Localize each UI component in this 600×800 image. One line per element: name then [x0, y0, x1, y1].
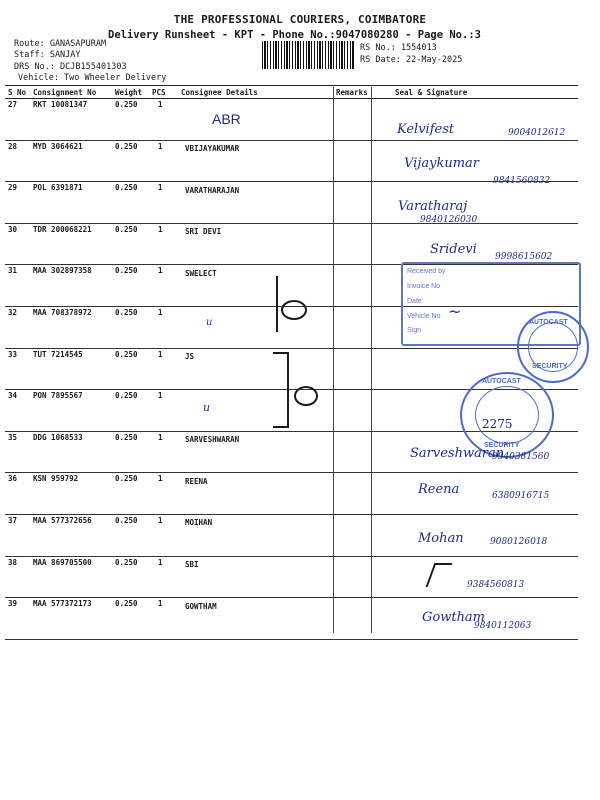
row-consignment: KSN 959792 — [33, 474, 79, 484]
ink-mark-34: u — [203, 401, 211, 414]
row-sno: 36 — [8, 474, 18, 484]
row-separator — [5, 556, 578, 557]
row-weight: 0.250 — [115, 100, 138, 109]
row-sno: 32 — [8, 308, 18, 317]
row-consignee: JS — [185, 352, 195, 361]
row-weight: 0.250 — [115, 599, 138, 609]
phone-37: 9080126018 — [490, 537, 548, 547]
row-weight: 0.250 — [115, 224, 138, 234]
col-sno: S No — [8, 88, 27, 97]
row-pcs: 1 — [158, 557, 163, 567]
row-separator — [5, 514, 578, 515]
row-consignee: VBIJAYAKUMAR — [185, 144, 240, 153]
ink-bracket-31 — [276, 276, 282, 332]
phone-29: 9840126030 — [420, 215, 478, 225]
runsheet-subtitle: Delivery Runsheet - KPT - Phone No.:9047080280 - Page No.:3 — [108, 29, 481, 41]
phone-30: 9998615602 — [495, 252, 553, 262]
row-pcs: 1 — [158, 141, 163, 151]
stamp-line-received: Received by — [407, 268, 446, 275]
row-separator — [5, 639, 578, 640]
row-pcs: 1 — [158, 391, 163, 401]
row-pcs: 1 — [158, 349, 163, 359]
seal-text-bottom: SECURITY — [532, 363, 568, 370]
row-weight: 0.250 — [115, 266, 138, 276]
signature-27: Kelvifest — [397, 122, 455, 137]
row-consignment: DDG 1068533 — [33, 432, 83, 442]
seal-inner-ring — [475, 386, 539, 444]
row-separator — [5, 597, 578, 598]
barcode — [262, 41, 354, 69]
remarks-right-border — [371, 87, 372, 633]
row-consignee: VARATHARAJAN — [185, 185, 240, 195]
row-sno: 37 — [8, 516, 18, 525]
col-consignment: Consignment No — [33, 88, 97, 97]
row-consignee: SBI — [185, 560, 199, 569]
stamp-line-date: Date — [407, 298, 422, 305]
stamp-scribble: ~ — [448, 302, 462, 321]
row-consignment: MAA 708378972 — [33, 308, 92, 317]
phone-35: 9940381560 — [492, 452, 550, 462]
signature-30: Sridevi — [430, 242, 477, 257]
col-seal-signature: Seal & Signature — [395, 88, 468, 97]
row-pcs: 1 — [158, 183, 163, 193]
handwritten-abr: ABR — [212, 111, 241, 127]
rs-number: RS No.: 1554013 — [360, 43, 437, 53]
row-sno: 31 — [8, 266, 18, 276]
remarks-left-border — [333, 87, 334, 633]
row-weight: 0.250 — [115, 349, 138, 359]
row-sno: 38 — [8, 557, 18, 567]
row-consignment: TDR 200068221 — [33, 224, 92, 234]
col-consignee: Consignee Details — [181, 88, 258, 97]
phone-38: 9384560813 — [467, 580, 525, 590]
seal-text-top: AUTOCAST — [529, 319, 568, 326]
row-separator — [5, 472, 578, 473]
row-consignment: TUT 7214545 — [33, 349, 83, 359]
row-weight: 0.250 — [115, 432, 138, 442]
header-bottom-border — [5, 98, 578, 99]
row-weight: 0.250 — [115, 474, 138, 484]
ink-mark-32: u — [206, 317, 213, 328]
col-weight: Weight — [115, 88, 143, 97]
row-pcs: 1 — [158, 100, 163, 109]
signature-35: Sarveshwaran — [410, 446, 505, 461]
phone-39: 9840112063 — [474, 621, 532, 631]
signature-38-mark — [426, 563, 453, 587]
row-consignee: REENA — [185, 476, 208, 486]
route-label: Route: GANASAPURAM — [14, 39, 107, 49]
seal-handwritten-number: 2275 — [482, 417, 513, 431]
phone-36: 6380916715 — [492, 491, 550, 501]
signature-39: Gowtham — [422, 610, 486, 625]
row-weight: 0.250 — [115, 557, 138, 567]
row-consignment: MAA 577372173 — [33, 599, 92, 609]
row-weight: 0.250 — [115, 516, 138, 525]
signature-29: Varatharaj — [398, 199, 468, 214]
seal-text-bottom: SECURITY — [484, 442, 520, 449]
stamp-line-sign: Sign — [407, 327, 422, 334]
stamp-line-invoice: Invoice No — [407, 283, 441, 290]
row-sno: 29 — [8, 183, 18, 193]
ink-bracket-33 — [273, 352, 289, 428]
row-consignee: GOWTHAM — [185, 601, 217, 611]
row-sno: 34 — [8, 391, 18, 401]
phone-27: 9004012612 — [508, 128, 566, 138]
row-consignee: MOIHAN — [185, 518, 213, 528]
col-remarks: Remarks — [336, 88, 368, 97]
row-consignment: POL 6391871 — [33, 183, 83, 193]
col-pcs: PCS — [152, 88, 166, 97]
row-sno: 28 — [8, 141, 18, 151]
row-consignment: MAA 302897358 — [33, 266, 92, 276]
row-pcs: 1 — [158, 599, 163, 609]
rs-date: RS Date: 22-May-2025 — [360, 55, 463, 65]
row-pcs: 1 — [158, 474, 163, 484]
signature-37: Mohan — [418, 531, 464, 546]
row-weight: 0.250 — [115, 308, 138, 317]
row-pcs: 1 — [158, 308, 163, 317]
ink-loop-31 — [281, 300, 307, 320]
row-consignment: MAA 869705500 — [33, 557, 92, 567]
row-sno: 27 — [8, 100, 18, 109]
signature-28: Vijaykumar — [404, 156, 479, 171]
row-weight: 0.250 — [115, 391, 138, 401]
row-sno: 33 — [8, 349, 18, 359]
drs-number: DRS No.: DCJB155401303 — [14, 62, 127, 72]
row-consignee: SWELECT — [185, 268, 217, 278]
row-pcs: 1 — [158, 516, 163, 525]
row-separator — [5, 348, 578, 349]
seal-text-top: AUTOCAST — [482, 378, 521, 385]
row-separator — [5, 140, 578, 141]
row-consignment: RKT 10081347 — [33, 100, 88, 109]
stamp-line-vehicle: Vehicle No — [407, 313, 441, 320]
row-consignment: MYD 3064621 — [33, 141, 83, 151]
row-pcs: 1 — [158, 266, 163, 276]
row-sno: 39 — [8, 599, 18, 609]
row-consignee: SRI DEVI — [185, 227, 222, 237]
row-pcs: 1 — [158, 432, 163, 442]
row-weight: 0.250 — [115, 183, 138, 193]
row-sno: 30 — [8, 224, 18, 234]
row-separator — [5, 223, 578, 224]
ink-loop-33 — [294, 386, 318, 406]
runsheet-title: THE PROFESSIONAL COURIERS, COIMBATORE — [173, 13, 427, 26]
row-consignment: MAA 577372656 — [33, 516, 92, 525]
security-seal-1 — [517, 311, 589, 383]
row-consignment: PON 7895567 — [33, 391, 83, 401]
row-sno: 35 — [8, 432, 18, 442]
row-pcs: 1 — [158, 224, 163, 234]
staff-label: Staff: SANJAY — [14, 50, 81, 60]
vehicle-label: Vehicle: Two Wheeler Delivery — [18, 73, 167, 83]
row-consignee: SARVESHWARAN — [185, 435, 240, 445]
row-weight: 0.250 — [115, 141, 138, 151]
phone-28: 9841560832 — [493, 176, 551, 186]
signature-36: Reena — [418, 482, 460, 497]
table-top-border — [5, 85, 578, 86]
